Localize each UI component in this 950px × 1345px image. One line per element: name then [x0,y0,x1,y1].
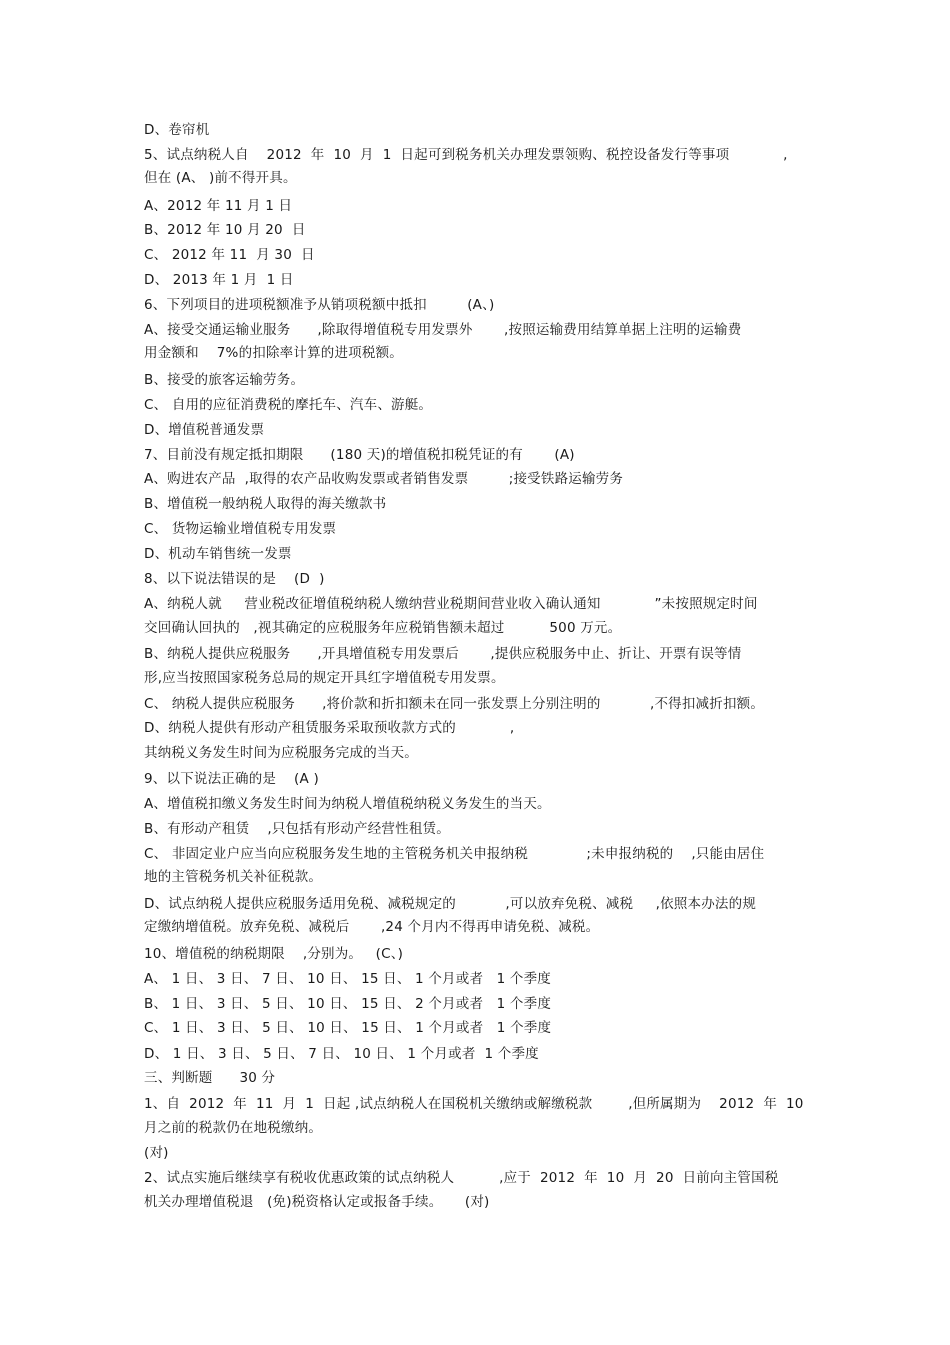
option-line: C、 2012 年 11 月 30 日 [144,247,315,263]
option-line: D、 2013 年 1 月 1 日 [144,272,294,288]
option-line: 形,应当按照国家税务总局的规定开具红字增值税专用发票。 [144,670,505,686]
option-line: 地的主管税务机关补征税款。 [144,869,323,885]
option-line: A、2012 年 11 月 1 日 [144,198,293,214]
option-line: D、机动车销售统一发票 [144,546,292,562]
option-line: C、 货物运输业增值税专用发票 [144,521,337,537]
judgment-1-line-1: 1、自 2012 年 11 月 1 日起 ,试点纳税人在国税机关缴纳或解缴税款 ,但所属期为 2012 年 10 [144,1096,804,1112]
option-line: D、试点纳税人提供应税服务适用免税、减税规定的 ,可以放弃免税、减税 ,依照本办法的规 [144,896,757,912]
option-line: A、接受交通运输业服务 ,除取得增值税专用发票外 ,按照运输费用结算单据上注明的运输费 [144,322,742,338]
option-line: 其纳税义务发生时间为应税服务完成的当天。 [144,745,418,761]
option-line: D、增值税普通发票 [144,422,265,438]
question-6: 6、下列项目的进项税额准予从销项税额中抵扣 (A、) [144,297,495,313]
question-5-line-2: 但在 (A、 )前不得开具。 [144,170,297,186]
option-line: B、接受的旅客运输劳务。 [144,372,305,388]
judgment-2-line-1: 2、试点实施后继续享有税收优惠政策的试点纳税人 ,应于 2012 年 10 月 20 日前向主管国税 [144,1170,779,1186]
judgment-2-line-2: 机关办理增值税退 (免)税资格认定或报备手续。 (对) [144,1194,490,1210]
option-line: C、 纳税人提供应税服务 ,将价款和折扣额未在同一张发票上分别注明的 ,不得扣减折扣额。 [144,696,765,712]
question-9: 9、以下说法正确的是 (A ) [144,771,319,787]
option-line: 用金额和 7%的扣除率计算的进项税额。 [144,345,403,361]
option-line: C、 自用的应征消费税的摩托车、汽车、游艇。 [144,397,433,413]
question-8: 8、以下说法错误的是 (D ) [144,571,325,587]
question-7: 7、目前没有规定抵扣期限 (180 天)的增值税扣税凭证的有 (A) [144,447,575,463]
option-line: B、2012 年 10 月 20 日 [144,222,306,238]
option-line: 定缴纳增值税。放弃免税、减税后 ,24 个月内不得再申请免税、减税。 [144,919,600,935]
option-line: B、纳税人提供应税服务 ,开具增值税专用发票后 ,提供应税服务中止、折让、开票有误等情 [144,646,742,662]
option-line: A、购进农产品 ,取得的农产品收购发票或者销售发票 ;接受铁路运输劳务 [144,471,624,487]
option-line: C、 1 日、 3 日、 5 日、 10 日、 15 日、 1 个月或者 1 个季度 [144,1020,552,1036]
option-line: D、纳税人提供有形动产租赁服务采取预收款方式的 , [144,720,515,736]
option-line: B、有形动产租赁 ,只包括有形动产经营性租赁。 [144,821,450,837]
option-line: B、增值税一般纳税人取得的海关缴款书 [144,496,387,512]
option-line: D、 1 日、 3 日、 5 日、 7 日、 10 日、 1 个月或者 1 个季度 [144,1046,539,1062]
text-line: D、卷帘机 [144,122,210,138]
section-heading: 三、判断题 30 分 [144,1070,276,1086]
judgment-1-answer: (对) [144,1145,169,1161]
judgment-1-line-2: 月之前的税款仍在地税缴纳。 [144,1120,323,1136]
question-10: 10、增值税的纳税期限 ,分别为。 (C、) [144,946,404,962]
option-line: A、增值税扣缴义务发生时间为纳税人增值税纳税义务发生的当天。 [144,796,551,812]
option-line: B、 1 日、 3 日、 5 日、 10 日、 15 日、 2 个月或者 1 个季度 [144,996,552,1012]
option-line: C、 非固定业户应当向应税服务发生地的主管税务机关申报纳税 ;未申报纳税的 ,只能由居住 [144,846,765,862]
option-line: A、纳税人就 营业税改征增值税纳税人缴纳营业税期间营业收入确认通知 ”未按照规定时间 [144,596,758,612]
option-line: 交回确认回执的 ,视其确定的应税服务年应税销售额未超过 500 万元。 [144,620,622,636]
option-line: A、 1 日、 3 日、 7 日、 10 日、 15 日、 1 个月或者 1 个季度 [144,971,551,987]
question-5-line-1: 5、试点纳税人自 2012 年 10 月 1 日起可到税务机关办理发票领购、税控设备发行等事项 , [144,147,788,163]
